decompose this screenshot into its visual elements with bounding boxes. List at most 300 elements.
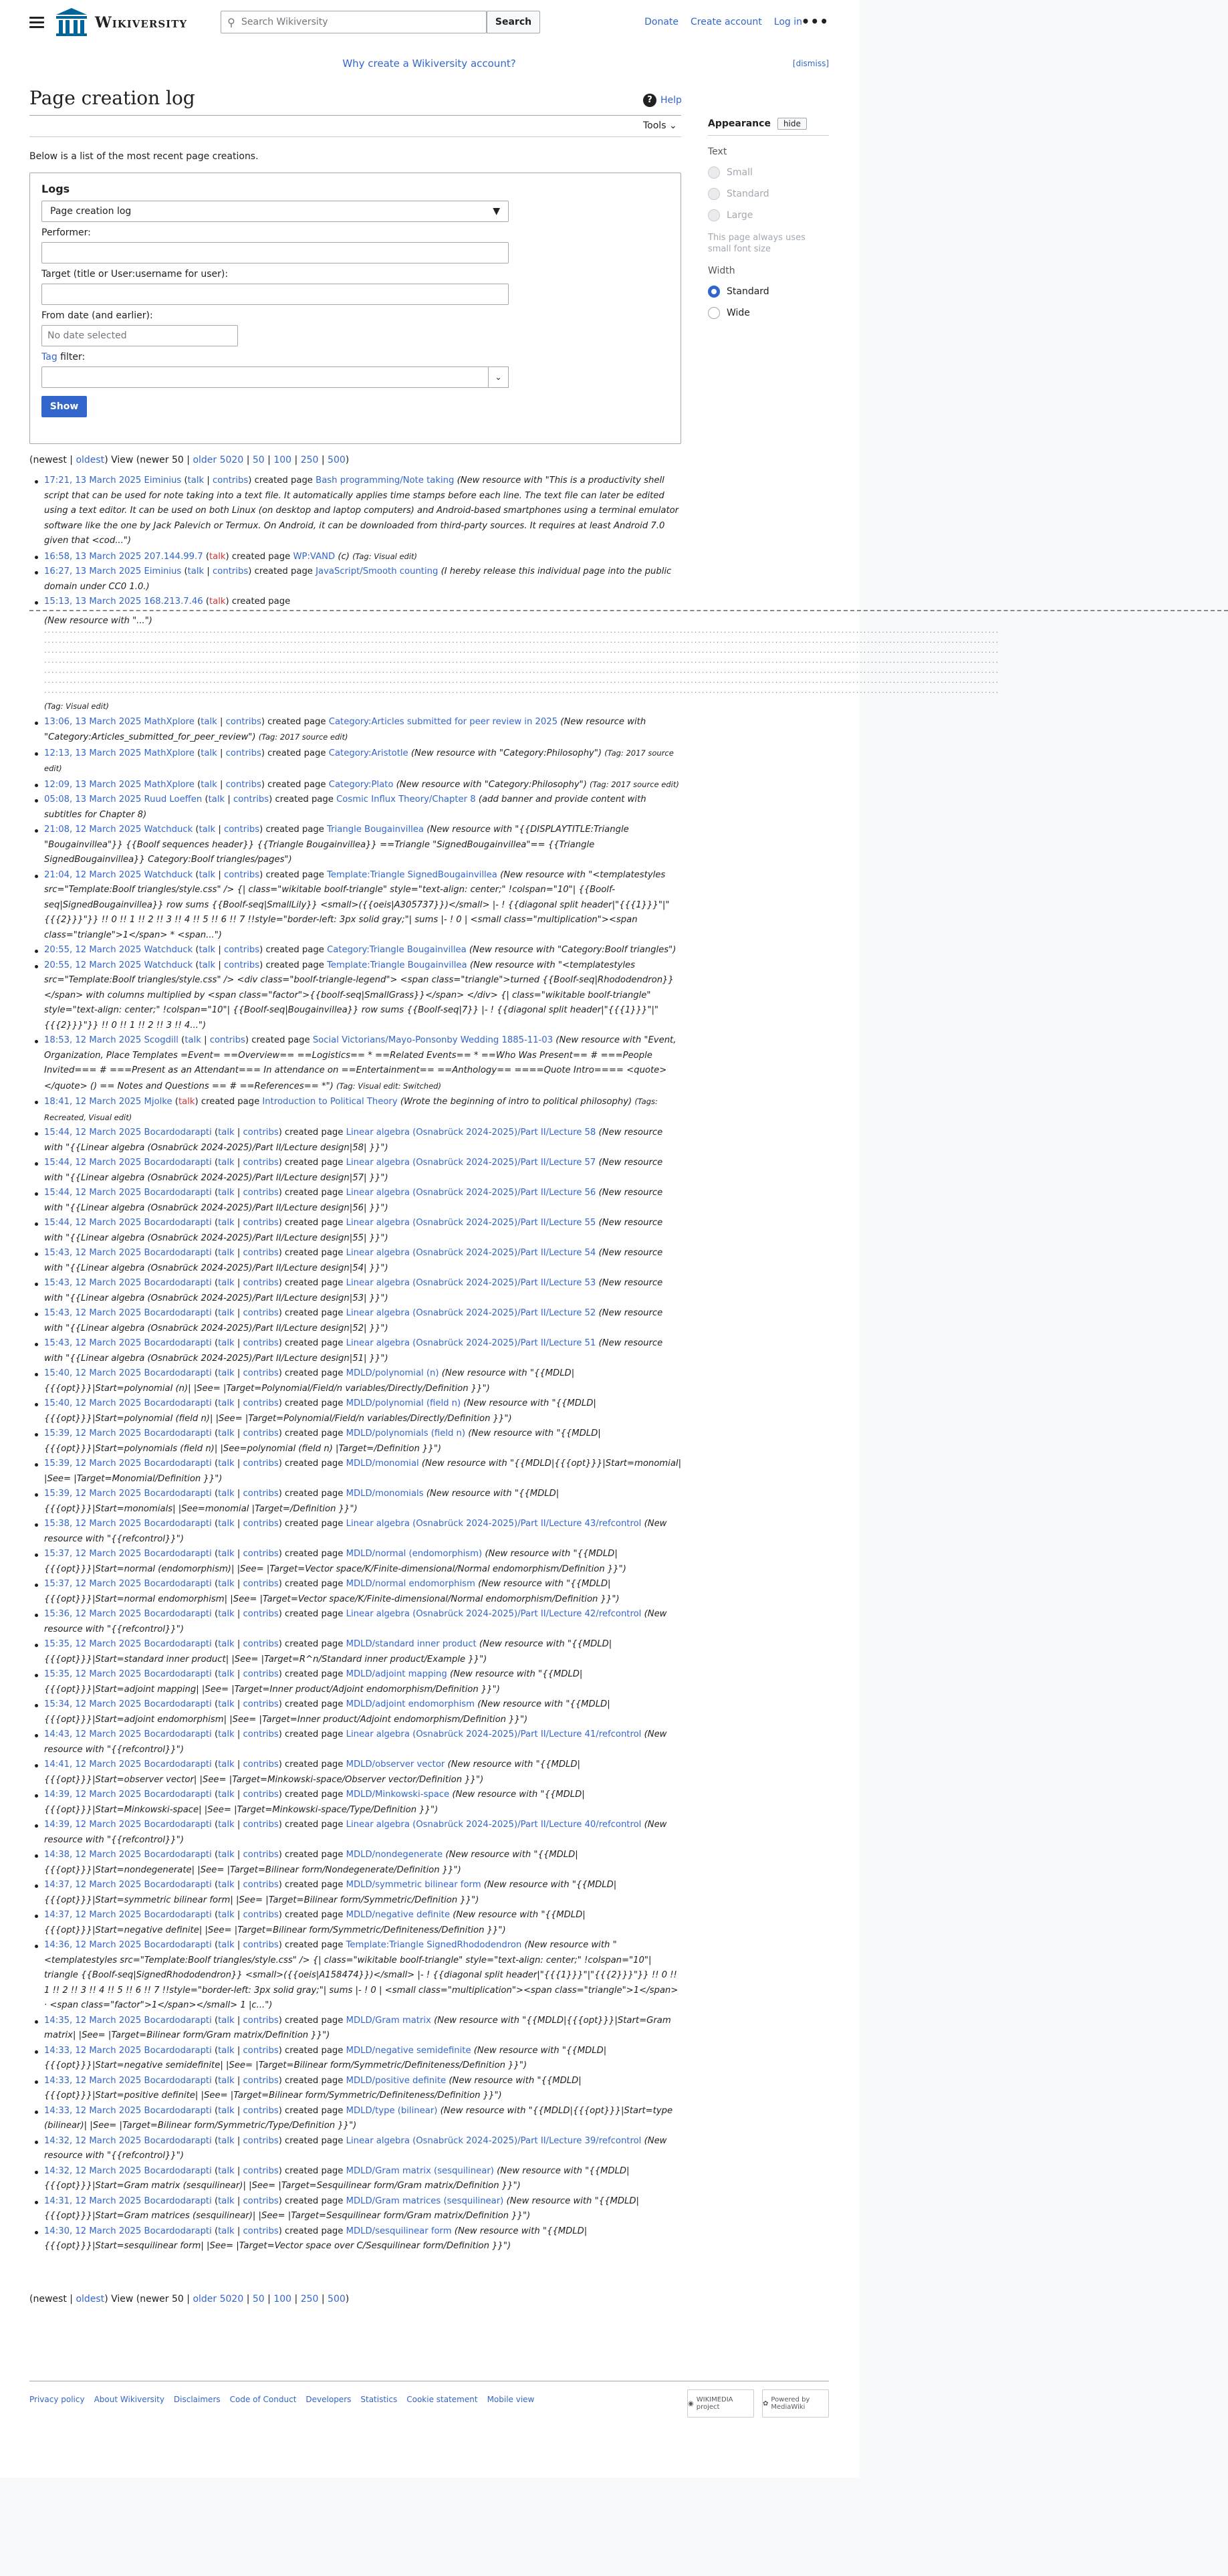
tag-link[interactable]: Tag: [41, 352, 57, 362]
oldest-link[interactable]: oldest: [76, 455, 105, 465]
entry-timestamp[interactable]: 12:09, 13 March 2025: [44, 779, 142, 790]
entry-timestamp[interactable]: 21:08, 12 March 2025: [44, 825, 142, 835]
page-size-link[interactable]: 250: [300, 455, 319, 465]
entry-timestamp[interactable]: 16:27, 13 March 2025: [44, 566, 142, 576]
entry-contribs-link[interactable]: contribs: [243, 1639, 279, 1649]
entry-page-link[interactable]: Bash programming/Note taking: [316, 475, 455, 486]
entry-contribs-link[interactable]: contribs: [243, 2075, 279, 2086]
footer-link[interactable]: Mobile view: [487, 2395, 535, 2404]
entry-page-link[interactable]: Linear algebra (Osnabrück 2024-2025)/Part II/Lecture 39/refcontrol: [346, 2135, 642, 2146]
entry-timestamp[interactable]: 15:37, 12 March 2025: [44, 1579, 142, 1589]
entry-user-link[interactable]: Watchduck: [144, 945, 193, 955]
entry-page-link[interactable]: Linear algebra (Osnabrück 2024-2025)/Part II/Lecture 55: [346, 1218, 596, 1228]
entry-user-link[interactable]: MathXplore: [144, 716, 195, 727]
entry-timestamp[interactable]: 15:39, 12 March 2025: [44, 1489, 142, 1499]
older-link[interactable]: older 50: [193, 455, 232, 465]
entry-contribs-link[interactable]: contribs: [243, 1218, 279, 1228]
entry-contribs-link[interactable]: contribs: [209, 1035, 245, 1045]
entry-contribs-link[interactable]: contribs: [243, 1128, 279, 1138]
entry-page-link[interactable]: MDLD/polynomial (field n): [346, 1398, 461, 1408]
entry-user-link[interactable]: Bocardodarapti: [144, 1459, 212, 1469]
entry-page-link[interactable]: Category:Aristotle: [328, 748, 408, 758]
footer-link[interactable]: Privacy policy: [29, 2395, 85, 2404]
entry-user-link[interactable]: 207.144.99.7: [144, 551, 203, 562]
entry-talk-link[interactable]: talk: [218, 1579, 235, 1589]
entry-user-link[interactable]: MathXplore: [144, 779, 195, 790]
entry-page-link[interactable]: Linear algebra (Osnabrück 2024-2025)/Part II/Lecture 41/refcontrol: [346, 1729, 642, 1739]
entry-contribs-link[interactable]: contribs: [243, 1609, 279, 1619]
entry-page-link[interactable]: WP:VAND: [293, 551, 336, 562]
entry-timestamp[interactable]: 14:32, 12 March 2025: [44, 2135, 142, 2146]
log-type-select[interactable]: [41, 201, 509, 222]
footer-link[interactable]: Disclaimers: [173, 2395, 221, 2404]
entry-talk-link[interactable]: talk: [209, 551, 226, 562]
entry-user-link[interactable]: Bocardodarapti: [144, 1278, 212, 1288]
search-input[interactable]: [221, 11, 487, 33]
entry-talk-link[interactable]: talk: [218, 2226, 235, 2236]
entry-contribs-link[interactable]: contribs: [243, 1669, 279, 1679]
entry-page-link[interactable]: Social Victorians/Mayo-Ponsonby Wedding 1885-11-03: [312, 1035, 554, 1045]
entry-talk-link[interactable]: talk: [218, 2195, 235, 2206]
help-link[interactable]: [643, 94, 682, 107]
entry-talk-link[interactable]: talk: [218, 1489, 235, 1499]
entry-page-link[interactable]: MDLD/normal endomorphism: [346, 1579, 475, 1589]
entry-user-link[interactable]: Scogdill: [144, 1035, 178, 1045]
entry-timestamp[interactable]: 14:41, 12 March 2025: [44, 1759, 142, 1769]
entry-user-link[interactable]: Bocardodarapti: [144, 1158, 212, 1168]
footer-link[interactable]: Code of Conduct: [229, 2395, 297, 2404]
page-size-link[interactable]: 500: [328, 2294, 346, 2304]
entry-timestamp[interactable]: 15:44, 12 March 2025: [44, 1218, 142, 1228]
entry-user-link[interactable]: Bocardodarapti: [144, 1489, 212, 1499]
entry-timestamp[interactable]: 15:34, 12 March 2025: [44, 1699, 142, 1709]
page-size-link[interactable]: 100: [273, 455, 292, 465]
entry-talk-link[interactable]: talk: [218, 1278, 235, 1288]
entry-contribs-link[interactable]: contribs: [223, 825, 260, 835]
entry-page-link[interactable]: MDLD/standard inner product: [346, 1639, 477, 1649]
entry-user-link[interactable]: Bocardodarapti: [144, 1218, 212, 1228]
entry-page-link[interactable]: Linear algebra (Osnabrück 2024-2025)/Part II/Lecture 53: [346, 1278, 596, 1288]
entry-talk-link[interactable]: talk: [218, 1368, 235, 1378]
entry-user-link[interactable]: 168.213.7.46: [144, 597, 203, 607]
entry-timestamp[interactable]: 15:44, 12 March 2025: [44, 1128, 142, 1138]
entry-contribs-link[interactable]: contribs: [243, 1428, 279, 1438]
entry-talk-link[interactable]: talk: [218, 1940, 235, 1950]
entry-user-link[interactable]: Bocardodarapti: [144, 1188, 212, 1198]
entry-timestamp[interactable]: 14:35, 12 March 2025: [44, 2015, 142, 2026]
help-label[interactable]: Help: [660, 95, 682, 106]
entry-timestamp[interactable]: 14:36, 12 March 2025: [44, 1940, 142, 1950]
entry-contribs-link[interactable]: contribs: [213, 475, 249, 486]
entry-user-link[interactable]: Bocardodarapti: [144, 1549, 212, 1559]
entry-user-link[interactable]: Watchduck: [144, 960, 193, 970]
main-menu-icon[interactable]: [29, 17, 44, 29]
entry-timestamp[interactable]: 14:31, 12 March 2025: [44, 2195, 142, 2206]
entry-page-link[interactable]: MDLD/negative definite: [346, 1910, 451, 1920]
entry-user-link[interactable]: Bocardodarapti: [144, 1790, 212, 1800]
entry-talk-link[interactable]: talk: [218, 1549, 235, 1559]
wikiversity-logo-icon[interactable]: [55, 8, 88, 37]
entry-talk-link[interactable]: talk: [218, 1850, 235, 1860]
entry-user-link[interactable]: Bocardodarapti: [144, 2105, 212, 2116]
entry-user-link[interactable]: Eiminius: [144, 566, 182, 576]
dismiss-link[interactable]: [dismiss]: [792, 59, 829, 68]
entry-talk-link[interactable]: talk: [218, 1639, 235, 1649]
entry-talk-link[interactable]: talk: [218, 2045, 235, 2056]
entry-talk-link[interactable]: talk: [218, 1158, 235, 1168]
entry-talk-link[interactable]: talk: [208, 794, 225, 804]
entry-user-link[interactable]: Bocardodarapti: [144, 1850, 212, 1860]
entry-page-link[interactable]: Linear algebra (Osnabrück 2024-2025)/Part II/Lecture 58: [346, 1128, 596, 1138]
entry-contribs-link[interactable]: contribs: [225, 748, 261, 758]
entry-page-link[interactable]: MDLD/Gram matrix: [346, 2015, 431, 2026]
entry-page-link[interactable]: Linear algebra (Osnabrück 2024-2025)/Part II/Lecture 51: [346, 1338, 596, 1348]
entry-page-link[interactable]: Linear algebra (Osnabrück 2024-2025)/Part II/Lecture 54: [346, 1248, 596, 1258]
entry-timestamp[interactable]: 14:33, 12 March 2025: [44, 2075, 142, 2086]
entry-talk-link[interactable]: talk: [187, 566, 205, 576]
entry-talk-link[interactable]: talk: [199, 945, 216, 955]
entry-user-link[interactable]: Bocardodarapti: [144, 1579, 212, 1589]
entry-timestamp[interactable]: 15:37, 12 March 2025: [44, 1549, 142, 1559]
entry-page-link[interactable]: Linear algebra (Osnabrück 2024-2025)/Part II/Lecture 56: [346, 1188, 596, 1198]
entry-talk-link[interactable]: talk: [218, 1188, 235, 1198]
entry-contribs-link[interactable]: contribs: [243, 2015, 279, 2026]
page-size-link[interactable]: 250: [300, 2294, 319, 2304]
entry-action: created page: [265, 825, 324, 835]
site-notice-link[interactable]: Why create a Wikiversity account?: [342, 58, 516, 70]
entry-talk-link[interactable]: talk: [218, 1729, 235, 1739]
entry-timestamp[interactable]: 14:43, 12 March 2025: [44, 1729, 142, 1739]
entry-timestamp[interactable]: 15:35, 12 March 2025: [44, 1639, 142, 1649]
entry-timestamp[interactable]: 17:21, 13 March 2025: [44, 475, 142, 486]
entry-timestamp[interactable]: 14:33, 12 March 2025: [44, 2105, 142, 2116]
entry-page-link[interactable]: MDLD/adjoint mapping: [346, 1669, 447, 1679]
entry-page-link[interactable]: MDLD/symmetric bilinear form: [346, 1880, 481, 1890]
entry-talk-link[interactable]: talk: [218, 1459, 235, 1469]
entry-contribs-link[interactable]: contribs: [243, 1278, 279, 1288]
entry-timestamp[interactable]: 15:43, 12 March 2025: [44, 1308, 142, 1318]
entry-talk-link[interactable]: talk: [201, 716, 217, 727]
entry-user-link[interactable]: MathXplore: [144, 748, 195, 758]
entry-page-link[interactable]: Linear algebra (Osnabrück 2024-2025)/Part II/Lecture 42/refcontrol: [346, 1609, 642, 1619]
entry-contribs-link[interactable]: contribs: [243, 1699, 279, 1709]
entry-page-link[interactable]: MDLD/type (bilinear): [346, 2105, 438, 2116]
entry-timestamp[interactable]: 13:06, 13 March 2025: [44, 716, 142, 727]
entry-timestamp[interactable]: 21:04, 12 March 2025: [44, 869, 142, 880]
entry-timestamp[interactable]: 14:32, 12 March 2025: [44, 2165, 142, 2176]
entry-contribs-link[interactable]: contribs: [243, 1459, 279, 1469]
entry-page-link[interactable]: Template:Triangle Bougainvillea: [327, 960, 467, 970]
entry-talk-link[interactable]: talk: [199, 960, 216, 970]
entry-user-link[interactable]: Bocardodarapti: [144, 1910, 212, 1920]
entry-page-link[interactable]: Linear algebra (Osnabrück 2024-2025)/Part II/Lecture 40/refcontrol: [346, 1820, 642, 1830]
page-size-link[interactable]: 50: [252, 2294, 265, 2304]
entry-timestamp[interactable]: 20:55, 12 March 2025: [44, 960, 142, 970]
entry-contribs-link[interactable]: contribs: [243, 1820, 279, 1830]
entry-timestamp[interactable]: 14:37, 12 March 2025: [44, 1910, 142, 1920]
entry-page-link[interactable]: MDLD/observer vector: [346, 1759, 445, 1769]
entry-user-link[interactable]: Bocardodarapti: [144, 2165, 212, 2176]
entry-talk-link[interactable]: talk: [218, 1910, 235, 1920]
date-input[interactable]: No date selected: [41, 325, 238, 346]
entry-talk-link[interactable]: talk: [218, 1759, 235, 1769]
entry-page-link[interactable]: Triangle Bougainvillea: [327, 825, 424, 835]
wikimedia-badge[interactable]: [687, 2389, 754, 2418]
entry-contribs-link[interactable]: contribs: [223, 960, 260, 970]
entry-talk-link[interactable]: talk: [218, 2105, 235, 2116]
entry-user-link[interactable]: Bocardodarapti: [144, 1880, 212, 1890]
target-input[interactable]: [41, 284, 509, 305]
mediawiki-badge[interactable]: [762, 2389, 829, 2418]
entry-contribs-link[interactable]: contribs: [243, 1368, 279, 1378]
search-button[interactable]: Search: [487, 11, 540, 33]
entry-talk-link[interactable]: talk: [218, 1128, 235, 1138]
entry-user-link[interactable]: Bocardodarapti: [144, 2195, 212, 2206]
entry-contribs-link[interactable]: contribs: [243, 1489, 279, 1499]
entry-timestamp[interactable]: 15:43, 12 March 2025: [44, 1248, 142, 1258]
entry-contribs-link[interactable]: contribs: [225, 779, 261, 790]
entry-timestamp[interactable]: 16:58, 13 March 2025: [44, 551, 142, 562]
entry-page-link[interactable]: MDLD/positive definite: [346, 2075, 447, 2086]
entry-user-link[interactable]: Bocardodarapti: [144, 2226, 212, 2236]
entry-user-link[interactable]: Bocardodarapti: [144, 2015, 212, 2026]
entry-timestamp[interactable]: 15:39, 12 March 2025: [44, 1459, 142, 1469]
entry-contribs-link[interactable]: contribs: [213, 566, 249, 576]
entry-user-link[interactable]: Ruud Loeffen: [144, 794, 203, 804]
entry-talk-link[interactable]: talk: [218, 1519, 235, 1529]
entry-timestamp[interactable]: 05:08, 13 March 2025: [44, 794, 142, 804]
entry-talk-link[interactable]: talk: [218, 1880, 235, 1890]
entry-timestamp[interactable]: 15:40, 12 March 2025: [44, 1398, 142, 1408]
site-wordmark[interactable]: Wikiversity: [95, 14, 188, 31]
entry-page-link[interactable]: Template:Triangle SignedBougainvillea: [327, 869, 497, 880]
entry-contribs-link[interactable]: contribs: [243, 1579, 279, 1589]
entry-timestamp[interactable]: 15:35, 12 March 2025: [44, 1669, 142, 1679]
footer-link[interactable]: Developers: [305, 2395, 352, 2404]
entry-contribs-link[interactable]: contribs: [243, 1398, 279, 1408]
entry-user-link[interactable]: Watchduck: [144, 825, 193, 835]
width-wide[interactable]: [708, 307, 829, 319]
entry-page-link[interactable]: Category:Articles submitted for peer review in 2025: [328, 716, 558, 727]
footer-link[interactable]: Cookie statement: [406, 2395, 478, 2404]
entry-user-link[interactable]: Bocardodarapti: [144, 1759, 212, 1769]
entry-talk-link[interactable]: talk: [209, 597, 226, 607]
entry-talk-link[interactable]: talk: [218, 1609, 235, 1619]
entry-contribs-link[interactable]: contribs: [225, 716, 261, 727]
log-in-link[interactable]: Log in: [773, 17, 802, 27]
entry-user-link[interactable]: Watchduck: [144, 869, 193, 880]
entry-summary: (New resource with "{{MDLD|{{{opt}}}|Start=normal endomorphism| |See= |Target=Vector space/K/Finite-dimensional/Normal endomorphism/Definition }}"): [44, 1579, 620, 1604]
create-account-link[interactable]: Create account: [691, 17, 762, 27]
radio-icon[interactable]: [708, 307, 720, 319]
entry-timestamp[interactable]: 14:37, 12 March 2025: [44, 1880, 142, 1890]
entry-talk-link[interactable]: talk: [218, 1428, 235, 1438]
footer-link[interactable]: Statistics: [360, 2395, 398, 2404]
entry-talk-link[interactable]: talk: [187, 475, 205, 486]
entry-user-link[interactable]: Bocardodarapti: [144, 1519, 212, 1529]
entry-timestamp[interactable]: 15:38, 12 March 2025: [44, 1519, 142, 1529]
entry-contribs-link[interactable]: contribs: [243, 1790, 279, 1800]
entry-talk-link[interactable]: talk: [218, 2075, 235, 2086]
footer-link[interactable]: About Wikiversity: [94, 2395, 164, 2404]
width-standard[interactable]: [708, 286, 829, 298]
page-size-link[interactable]: 500: [328, 455, 346, 465]
entry-contribs-link[interactable]: contribs: [243, 1519, 279, 1529]
entry-timestamp[interactable]: 15:43, 12 March 2025: [44, 1338, 142, 1348]
entry-talk-link[interactable]: talk: [201, 748, 217, 758]
entry-talk-link[interactable]: talk: [201, 779, 217, 790]
entry-page-link[interactable]: MDLD/polynomial (n): [346, 1368, 439, 1378]
entry-contribs-link[interactable]: contribs: [243, 2135, 279, 2146]
entry-user-link[interactable]: Bocardodarapti: [144, 1368, 212, 1378]
entry-page-link[interactable]: Introduction to Political Theory: [262, 1097, 398, 1107]
entry-page-link[interactable]: JavaScript/Smooth counting: [316, 566, 439, 576]
entry-page-link[interactable]: MDLD/normal (endomorphism): [346, 1549, 483, 1559]
entry-timestamp[interactable]: 18:41, 12 March 2025: [44, 1097, 142, 1107]
entry-page-link[interactable]: MDLD/Gram matrices (sesquilinear): [346, 2195, 504, 2206]
radio-selected-icon[interactable]: [708, 286, 720, 298]
entry-talk-link[interactable]: talk: [218, 1820, 235, 1830]
entry-talk-link[interactable]: talk: [218, 1790, 235, 1800]
entry-contribs-link[interactable]: contribs: [243, 1158, 279, 1168]
show-button[interactable]: Show: [41, 396, 87, 417]
entry-user-link[interactable]: Bocardodarapti: [144, 1398, 212, 1408]
entry-contribs-link[interactable]: contribs: [223, 945, 260, 955]
entry-page-link[interactable]: Cosmic Influx Theory/Chapter 8: [336, 794, 476, 804]
entry-contribs-link[interactable]: contribs: [243, 2045, 279, 2056]
page-size-link[interactable]: 20: [231, 2294, 244, 2304]
entry-timestamp[interactable]: 14:30, 12 March 2025: [44, 2226, 142, 2236]
oldest-link[interactable]: oldest: [76, 2294, 105, 2304]
entry-contribs-link[interactable]: contribs: [243, 1338, 279, 1348]
entry-page-link[interactable]: MDLD/polynomials (field n): [346, 1428, 466, 1438]
entry-talk-link[interactable]: talk: [218, 1669, 235, 1679]
entry-timestamp[interactable]: 14:39, 12 March 2025: [44, 1790, 142, 1800]
entry-timestamp[interactable]: 14:39, 12 March 2025: [44, 1820, 142, 1830]
entry-page-link[interactable]: MDLD/monomial: [346, 1459, 419, 1469]
entry-talk-link[interactable]: talk: [218, 2015, 235, 2026]
entry-user-link[interactable]: Mjolke: [144, 1097, 172, 1107]
tag-filter-input[interactable]: [41, 366, 489, 388]
entry-user-link[interactable]: Bocardodarapti: [144, 1609, 212, 1619]
entry-user-link[interactable]: Bocardodarapti: [144, 1940, 212, 1950]
entry-user-link[interactable]: Bocardodarapti: [144, 1128, 212, 1138]
entry-page-link[interactable]: MDLD/adjoint endomorphism: [346, 1699, 475, 1709]
entry-talk-link[interactable]: talk: [218, 1338, 235, 1348]
chevron-down-icon[interactable]: ⌄: [489, 366, 509, 388]
entry-timestamp[interactable]: 18:53, 12 March 2025: [44, 1035, 142, 1045]
entry-timestamp[interactable]: 15:40, 12 March 2025: [44, 1368, 142, 1378]
entry-user-link[interactable]: Bocardodarapti: [144, 1308, 212, 1318]
entry-timestamp[interactable]: 20:55, 12 March 2025: [44, 945, 142, 955]
entry-talk-link[interactable]: talk: [178, 1097, 195, 1107]
entry-timestamp[interactable]: 14:33, 12 March 2025: [44, 2045, 142, 2056]
entry-timestamp[interactable]: 15:44, 12 March 2025: [44, 1158, 142, 1168]
tools-menu[interactable]: [643, 120, 677, 131]
entry-contribs-link[interactable]: contribs: [243, 2226, 279, 2236]
entry-page-link[interactable]: MDLD/sesquilinear form: [346, 2226, 452, 2236]
entry-timestamp[interactable]: 15:44, 12 March 2025: [44, 1188, 142, 1198]
entry-page-link[interactable]: Linear algebra (Osnabrück 2024-2025)/Part II/Lecture 57: [346, 1158, 596, 1168]
entry-contribs-link[interactable]: contribs: [243, 2195, 279, 2206]
page-size-link[interactable]: 100: [273, 2294, 292, 2304]
entry-user-link[interactable]: Bocardodarapti: [144, 1820, 212, 1830]
performer-input[interactable]: [41, 242, 509, 263]
entry-page-link[interactable]: MDLD/monomials: [346, 1489, 424, 1499]
entry-contribs-link[interactable]: contribs: [233, 794, 269, 804]
entry-contribs-link[interactable]: contribs: [243, 1940, 279, 1950]
entry-talk-link[interactable]: talk: [218, 1248, 235, 1258]
entry-user-link[interactable]: Eiminius: [144, 475, 182, 486]
entry-talk-link[interactable]: talk: [218, 2165, 235, 2176]
entry-user-link[interactable]: Bocardodarapti: [144, 1428, 212, 1438]
entry-talk-link[interactable]: talk: [218, 2135, 235, 2146]
entry-user-link[interactable]: Bocardodarapti: [144, 1639, 212, 1649]
appearance-hide-button[interactable]: hide: [777, 118, 807, 130]
entry-page-link[interactable]: MDLD/Gram matrix (sesquilinear): [346, 2165, 494, 2176]
entry-talk-link[interactable]: talk: [218, 1398, 235, 1408]
entry-timestamp[interactable]: 15:13, 13 March 2025: [44, 597, 142, 607]
entry-user-link[interactable]: Bocardodarapti: [144, 1729, 212, 1739]
entry-contribs-link[interactable]: contribs: [243, 1549, 279, 1559]
page-size-link[interactable]: 20: [231, 455, 244, 465]
entry-contribs-link[interactable]: contribs: [243, 2165, 279, 2176]
entry-contribs-link[interactable]: contribs: [243, 1188, 279, 1198]
entry-user-link[interactable]: Bocardodarapti: [144, 2075, 212, 2086]
entry-contribs-link[interactable]: contribs: [243, 1759, 279, 1769]
entry-user-link[interactable]: Bocardodarapti: [144, 1248, 212, 1258]
entry-timestamp[interactable]: 14:38, 12 March 2025: [44, 1850, 142, 1860]
older-link[interactable]: older 50: [193, 2294, 232, 2304]
entry-page-link[interactable]: MDLD/negative semidefinite: [346, 2045, 471, 2056]
entry-talk-link[interactable]: talk: [199, 825, 216, 835]
entry-user-link[interactable]: Bocardodarapti: [144, 1699, 212, 1709]
entry-contribs-link[interactable]: contribs: [243, 1729, 279, 1739]
chevron-down-icon: ▼: [493, 206, 500, 217]
entry-contribs-link[interactable]: contribs: [243, 1910, 279, 1920]
entry-page-link[interactable]: Template:Triangle SignedRhododendron: [346, 1940, 522, 1950]
entry-contribs-link[interactable]: contribs: [243, 1248, 279, 1258]
entry-page-link[interactable]: Linear algebra (Osnabrück 2024-2025)/Part II/Lecture 52: [346, 1308, 596, 1318]
entry-page-link[interactable]: Linear algebra (Osnabrück 2024-2025)/Part II/Lecture 43/refcontrol: [346, 1519, 642, 1529]
entry-user-link[interactable]: Bocardodarapti: [144, 1669, 212, 1679]
entry-contribs-link[interactable]: contribs: [243, 1308, 279, 1318]
entry-contribs-link[interactable]: contribs: [223, 869, 260, 880]
entry-page-link[interactable]: MDLD/Minkowski-space: [346, 1790, 450, 1800]
entry-user-link[interactable]: Bocardodarapti: [144, 2135, 212, 2146]
entry-talk-link[interactable]: talk: [218, 1699, 235, 1709]
entry-talk-link[interactable]: talk: [185, 1035, 201, 1045]
more-options-icon[interactable]: •••: [801, 13, 829, 29]
entry-user-link[interactable]: Bocardodarapti: [144, 2045, 212, 2056]
page-size-link[interactable]: 50: [252, 455, 265, 465]
entry-talk-link[interactable]: talk: [199, 869, 216, 880]
entry-contribs-link[interactable]: contribs: [243, 1850, 279, 1860]
entry-timestamp[interactable]: 15:43, 12 March 2025: [44, 1278, 142, 1288]
entry-talk-link[interactable]: talk: [218, 1218, 235, 1228]
entry-user-link[interactable]: Bocardodarapti: [144, 1338, 212, 1348]
donate-link[interactable]: Donate: [644, 17, 679, 27]
entry-contribs-link[interactable]: contribs: [243, 1880, 279, 1890]
entry-contribs-link[interactable]: contribs: [243, 2105, 279, 2116]
entry-timestamp[interactable]: 12:13, 13 March 2025: [44, 748, 142, 758]
entry-talk-link[interactable]: talk: [218, 1308, 235, 1318]
entry-page-link[interactable]: Category:Triangle Bougainvillea: [327, 945, 467, 955]
entry-page-link[interactable]: MDLD/nondegenerate: [346, 1850, 443, 1860]
entry-page-link[interactable]: Category:Plato: [328, 779, 394, 790]
entry-timestamp[interactable]: 15:36, 12 March 2025: [44, 1609, 142, 1619]
entry-timestamp[interactable]: 15:39, 12 March 2025: [44, 1428, 142, 1438]
